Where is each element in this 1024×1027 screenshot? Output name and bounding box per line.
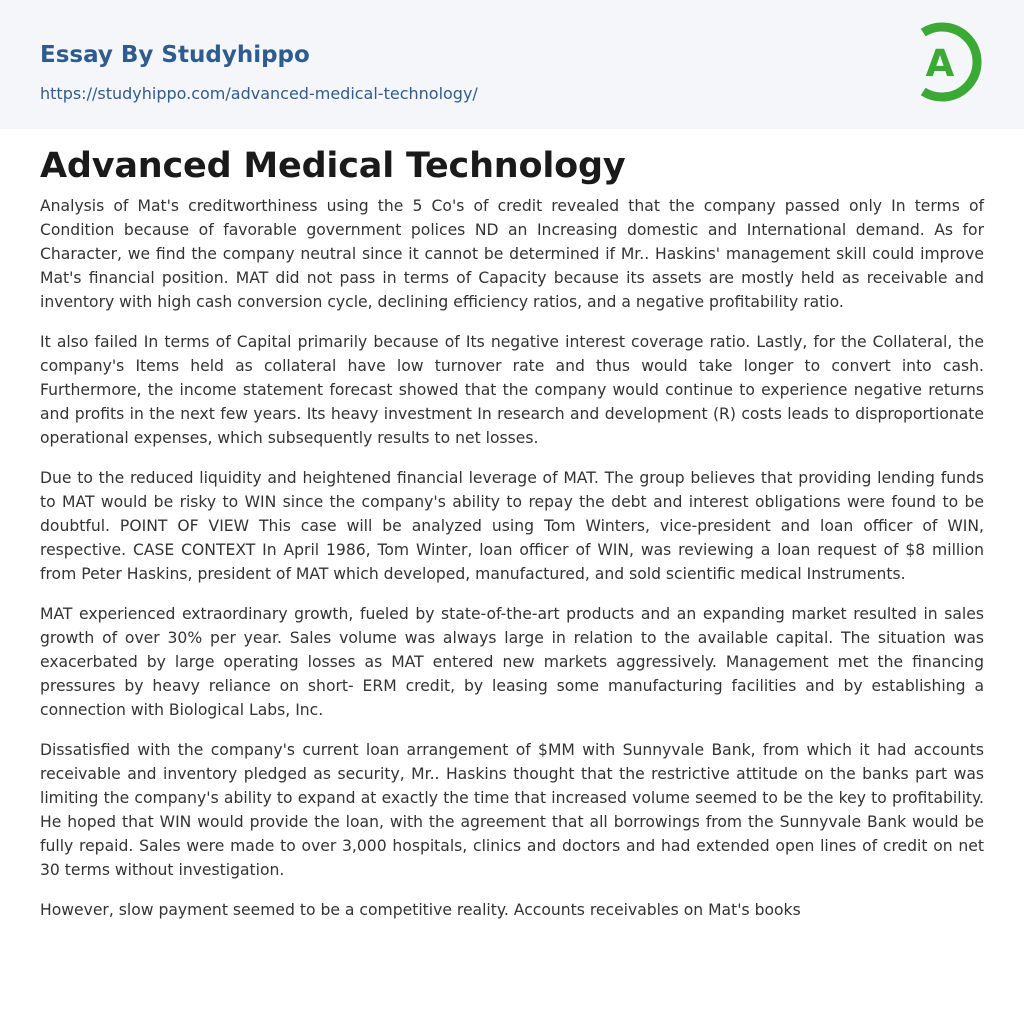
logo-letter: A xyxy=(925,42,955,85)
page-title: Advanced Medical Technology xyxy=(40,146,626,186)
paragraph: Analysis of Mat's creditworthiness using the 5 Co's of credit revealed that the company passed only In terms of Condition because of favorable government polices ND an Increasing domestic and International demand. As for Character, we find the company neutral since it cannot be determined if Mr.. Haskins' management skill could improve Mat's financial position. MAT did not pass in terms of Capacity because its assets are mostly held as receivable and inventory with high cash conversion cycle, declining efficiency ratios, and a negative profitability ratio. xyxy=(40,197,984,311)
article-body xyxy=(40,194,984,938)
article-url-link[interactable]: https://studyhippo.com/advanced-medical-technology/ xyxy=(40,84,478,103)
site-title[interactable]: Essay By Studyhippo xyxy=(40,42,310,68)
paragraph: MAT experienced extraordinary growth, fueled by state-of-the-art products and an expanding market resulted in sales growth of over 30% per year. Sales volume was always large in relation to the available capital. The situation was exacerbated by large operating losses as MAT entered new markets aggressively. Management met the financing pressures by heavy reliance on short- ERM credit, by leasing some manufacturing facilities and by establishing a connection with Biological Labs, Inc. xyxy=(40,605,984,719)
paragraph: It also failed In terms of Capital primarily because of Its negative interest coverage ratio. Lastly, for the Collateral, the company's Items held as collateral have low turnover rate and thus would take longer to convert into cash. Furthermore, the income statement forecast showed that the company would continue to experience negative returns and profits in the next few years. Its heavy investment In research and development (R) costs leads to disproportionate operational expenses, which subsequently results to net losses. xyxy=(40,333,984,447)
paragraph: However, slow payment seemed to be a competitive reality. Accounts receivables on Mat's books xyxy=(40,901,801,919)
studyhippo-logo-icon[interactable] xyxy=(912,19,986,105)
paragraph: Dissatisfied with the company's current loan arrangement of $MM with Sunnyvale Bank, from which it had accounts receivable and inventory pledged as security, Mr.. Haskins thought that the restrictive attitude on the banks part was limiting the company's ability to expand at exactly the time that increased volume seemed to be the key to profitability. He hoped that WIN would provide the loan, with the agreement that all borrowings from the Sunnyvale Bank would be fully repaid. Sales were made to over 3,000 hospitals, clinics and doctors and had extended open lines of credit on net 30 terms without investigation. xyxy=(40,741,984,879)
site-header xyxy=(0,0,1024,129)
paragraph: Due to the reduced liquidity and heightened financial leverage of MAT. The group believes that providing lending funds to MAT would be risky to WIN since the company's ability to repay the debt and interest obligations were found to be doubtful. POINT OF VIEW This case will be analyzed using Tom Winters, vice-president and loan officer of WIN, respective. CASE CONTEXT In April 1986, Tom Winter, loan officer of WIN, was reviewing a loan request of $8 million from Peter Haskins, president of MAT which developed, manufactured, and sold scientific medical Instruments. xyxy=(40,469,984,583)
